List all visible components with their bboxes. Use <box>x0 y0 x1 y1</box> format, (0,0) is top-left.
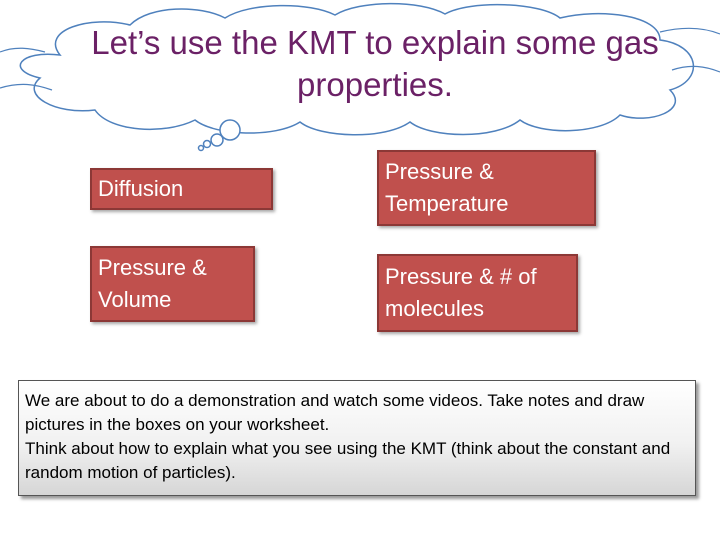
topic-label: Pressure & Volume <box>98 255 207 312</box>
instruction-line-2: Think about how to explain what you see using the KMT (think about the constant and random motion of particles). <box>25 439 671 482</box>
topic-box-pressure-molecules <box>377 254 578 332</box>
topic-label: Diffusion <box>98 176 184 201</box>
page-title: Let’s use the KMT to explain some gas properties. <box>91 24 659 103</box>
topic-box-diffusion <box>90 168 273 210</box>
topic-box-pressure-temperature <box>377 150 596 226</box>
instruction-line-1: We are about to do a demonstration and watch some videos. Take notes and draw pictures in the boxes on your worksheet. <box>25 391 645 434</box>
instruction-box <box>18 380 696 496</box>
topic-box-pressure-volume <box>90 246 255 322</box>
topic-label: Pressure & # of molecules <box>385 264 537 321</box>
topic-label: Pressure & Temperature <box>385 159 509 216</box>
